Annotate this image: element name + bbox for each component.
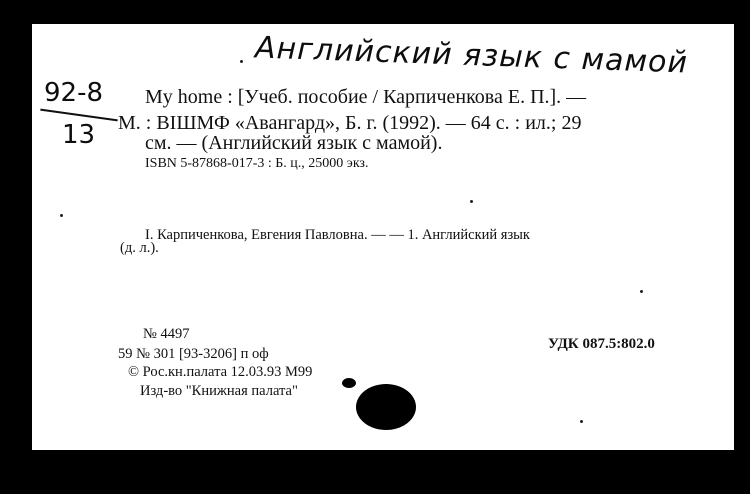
ink-blot	[356, 384, 416, 430]
speck	[640, 290, 643, 293]
speck	[580, 420, 583, 423]
udk-code: УДК 087.5:802.0	[548, 336, 655, 352]
handwritten-shelf-top: 92-8	[44, 78, 104, 108]
speck	[470, 200, 473, 203]
record-number: № 4497	[143, 326, 190, 342]
speck	[240, 60, 243, 63]
order-number: 59 № 301 [93-3206] п оф	[118, 346, 269, 362]
handwritten-shelf-bottom: 13	[62, 120, 96, 150]
publisher-line: Изд-во "Книжная палата"	[140, 383, 298, 399]
tracing-line-2: (д. л.).	[120, 240, 159, 256]
isbn-line: ISBN 5-87868-017-3 : Б. ц., 25000 экз.	[145, 156, 369, 171]
ink-blot-small	[342, 378, 356, 388]
handwritten-title: Английский язык с мамой	[254, 30, 689, 81]
bibliographic-line-3: см. — (Английский язык с мамой).	[145, 132, 443, 154]
bibliographic-line-2: М. : ВІШМФ «Авангард», Б. г. (1992). — 64 с. : ил.; 29	[118, 112, 582, 134]
bibliographic-line-1: My home : [Учеб. пособие / Карпиченкова Е. П.]. —	[145, 86, 587, 108]
tracing-line-1: I. Карпиченкова, Евгения Павловна. — — 1. Английский язык	[145, 227, 530, 243]
copyright-line: © Рос.кн.палата 12.03.93 М99	[128, 364, 313, 380]
speck	[60, 214, 63, 217]
scan-border-bottom	[0, 450, 750, 494]
